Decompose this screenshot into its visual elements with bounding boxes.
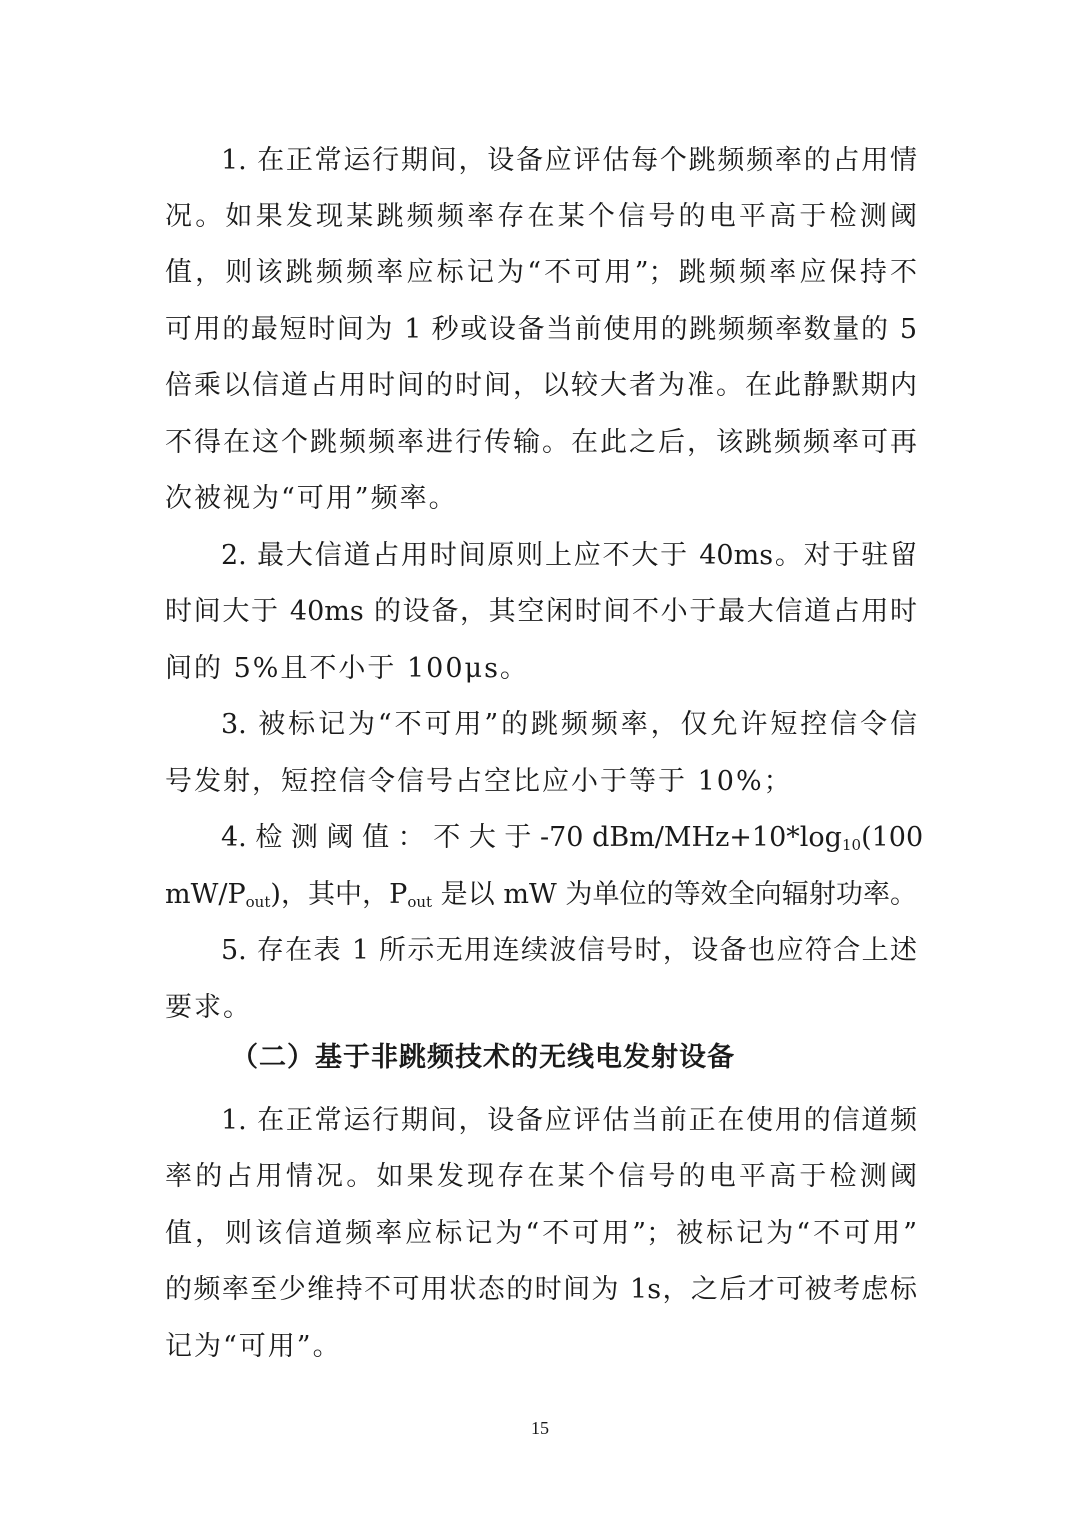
section-heading: （二）基于非跳频技术的无线电发射设备 — [231, 1042, 735, 1073]
paragraph-line: 倍乘以信道占用时间的时间，以较大者为准。在此静默期内 — [165, 370, 917, 401]
page-number: 15 — [531, 1418, 549, 1438]
paragraph-line: 3. 被标记为“不可用”的跳频频率，仅允许短控信令信 — [221, 709, 917, 740]
paragraph-line: 要求。 — [165, 992, 252, 1023]
paragraph-line: 的频率至少维持不可用状态的时间为 1s，之后才可被考虑标 — [165, 1274, 917, 1305]
subscript: 10 — [841, 836, 862, 854]
paragraph-line: 间的 5%且不小于 100μs。 — [165, 653, 529, 684]
line-text: (100 — [861, 822, 924, 853]
subscript: out — [407, 893, 433, 911]
paragraph-line: 记为“可用”。 — [165, 1331, 342, 1362]
paragraph-line: 可用的最短时间为 1 秒或设备当前使用的跳频频率数量的 5 — [165, 314, 917, 345]
paragraph-line: 5. 存在表 1 所示无用连续波信号时，设备也应符合上述 — [221, 935, 917, 966]
paragraph-line: 1. 在正常运行期间，设备应评估当前正在使用的信道频 — [221, 1105, 917, 1136]
paragraph-line: 次被视为“可用”频率。 — [165, 483, 458, 514]
subscript: out — [245, 893, 271, 911]
paragraph-line: 2. 最大信道占用时间原则上应不大于 40ms。对于驻留 — [221, 540, 917, 571]
line-text: 是以 mW 为单位的等效全向辐射功率。 — [432, 879, 917, 910]
paragraph-line: 况。如果发现某跳频频率存在某个信号的电平高于检测阈 — [165, 201, 917, 232]
paragraph-line: 值，则该跳频频率应标记为“不可用”；跳频频率应保持不 — [165, 257, 917, 288]
paragraph-line-power — [165, 875, 917, 915]
paragraph-line-threshold — [221, 818, 924, 858]
line-text: 4. 检 测 阈 值 ： 不 大 于 -70 dBm/MHz+10*log — [221, 822, 842, 853]
line-text: )，其中，P — [270, 879, 408, 910]
paragraph-line: 时间大于 40ms 的设备，其空闲时间不小于最大信道占用时 — [165, 596, 917, 627]
paragraph-line: 率的占用情况。如果发现存在某个信号的电平高于检测阈 — [165, 1161, 917, 1192]
paragraph-line: 值，则该信道频率应标记为“不可用”；被标记为“不可用” — [165, 1218, 917, 1249]
paragraph-line: 号发射，短控信令信号占空比应小于等于 10%； — [165, 766, 793, 797]
paragraph-line: 不得在这个跳频频率进行传输。在此之后，该跳频频率可再 — [165, 427, 917, 458]
line-text: mW/P — [165, 879, 246, 910]
paragraph-line: 1. 在正常运行期间，设备应评估每个跳频频率的占用情 — [221, 145, 917, 176]
